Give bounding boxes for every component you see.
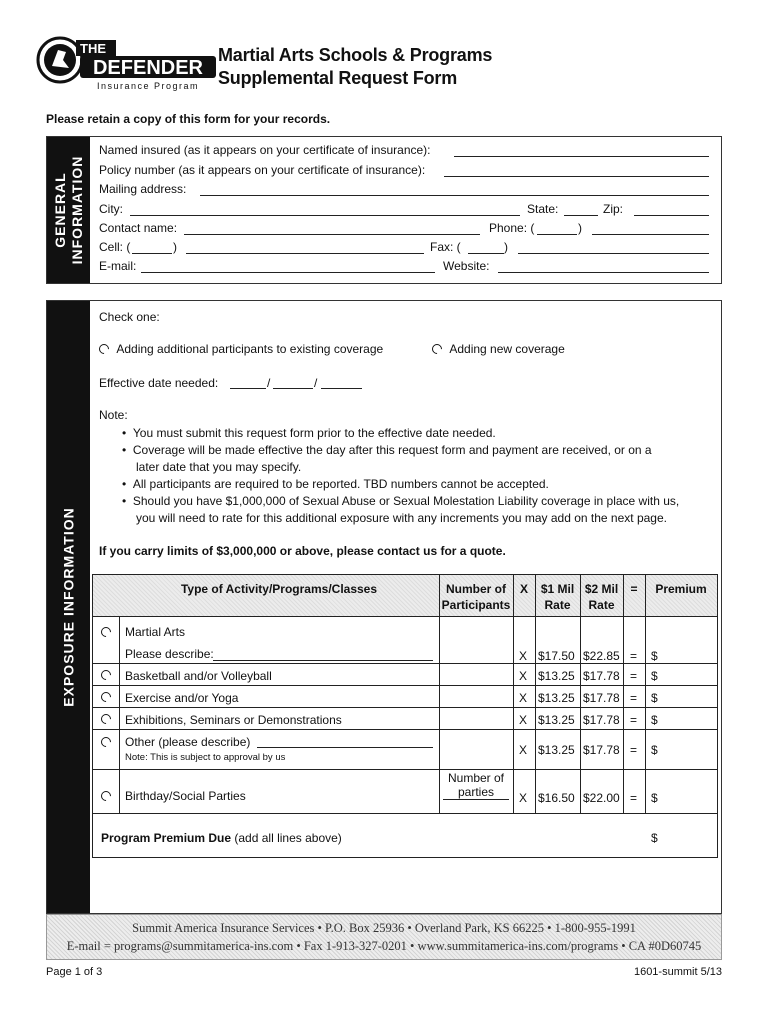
row-exhibitions-x: X (519, 713, 528, 727)
policy-number-field[interactable] (444, 176, 709, 177)
effective-date-label: Effective date needed: (99, 376, 219, 390)
cell-number-field[interactable] (186, 253, 424, 254)
option-new-coverage[interactable]: Adding new coverage (432, 342, 565, 356)
effective-day-field[interactable] (273, 388, 313, 389)
logo-top-text: THE (80, 41, 106, 56)
title-line-2: Supplemental Request Form (218, 68, 458, 88)
named-insured-field[interactable] (454, 156, 709, 157)
header-1mil-rate: $1 Mil Rate (540, 582, 575, 612)
row-martial-arts-rate1: $17.50 (538, 649, 575, 663)
row-exercise-premium[interactable]: $ (651, 691, 658, 705)
note-item-4-cont: you will need to rate for this additional exposure with any increments you may add on the next page. (136, 511, 667, 525)
row-birthday-x: X (519, 791, 528, 805)
header-premium: Premium (655, 582, 707, 596)
note-item-2: • Coverage will be made effective the day after this request form and payment are received, or on a (122, 443, 652, 457)
fax-label: Fax: ( (430, 240, 461, 254)
header-participants: Number of Participants (441, 582, 511, 612)
row-basketball-rate1: $13.25 (538, 669, 575, 683)
option-existing-coverage[interactable]: Adding additional participants to existing coverage (99, 342, 383, 356)
effective-year-field[interactable] (321, 388, 362, 389)
row-martial-arts-premium[interactable]: $ (651, 649, 658, 663)
contact-name-label: Contact name: (99, 221, 178, 235)
total-premium-field[interactable]: $ (651, 831, 658, 845)
cell-close: ) (173, 240, 177, 254)
defender-logo (36, 36, 216, 92)
note-item-1: • You must submit this request form prior to the effective date needed. (122, 426, 496, 440)
footer-contact: E-mail = programs@summitamerica-ins.com • Fax 1-913-327-0201 • www.summitamerica-ins.com/programs • CA #0D60745 (66, 939, 702, 953)
row-other-rate2: $17.78 (583, 743, 620, 757)
city-label: City: (99, 202, 123, 216)
radio-exhibitions-icon[interactable] (99, 712, 113, 726)
phone-label: Phone: ( (489, 221, 535, 235)
zip-label: Zip: (603, 202, 624, 216)
row-birthday-name: Birthday/Social Parties (125, 789, 246, 803)
row-basketball-eq: = (630, 669, 638, 683)
header-2mil-rate: $2 Mil Rate (584, 582, 619, 612)
mailing-address-label: Mailing address: (99, 182, 187, 196)
row-birthday-premium[interactable]: $ (651, 791, 658, 805)
logo-sub-text: Insurance Program (96, 81, 200, 91)
row-exercise-rate1: $13.25 (538, 691, 575, 705)
row-other-eq: = (630, 743, 638, 757)
phone-number-field[interactable] (592, 234, 709, 235)
radio-new-icon[interactable] (430, 342, 444, 356)
fax-close: ) (504, 240, 508, 254)
phone-area-field[interactable] (537, 234, 577, 235)
general-side-bar (47, 137, 90, 283)
row-basketball-x: X (519, 669, 528, 683)
date-slash-2: / (314, 376, 318, 390)
radio-exercise-icon[interactable] (99, 690, 113, 704)
named-insured-label: Named insured (as it appears on your certificate of insurance): (99, 143, 431, 157)
note-item-2-cont: later date that you may specify. (136, 460, 302, 474)
state-field[interactable] (564, 215, 598, 216)
row-other-note: Note: This is subject to approval by us (125, 752, 286, 763)
exposure-side-label: EXPOSURE INFORMATION (60, 507, 76, 707)
radio-other-icon[interactable] (99, 735, 113, 749)
zip-field[interactable] (634, 215, 709, 216)
policy-number-label: Policy number (as it appears on your certificate of insurance): (99, 163, 426, 177)
check-one-label: Check one: (99, 310, 160, 324)
row-basketball-name: Basketball and/or Volleyball (125, 669, 272, 683)
row-birthday-rate1: $16.50 (538, 791, 575, 805)
footer-contact-band (46, 914, 722, 960)
row-exercise-name: Exercise and/or Yoga (125, 691, 239, 705)
row-exercise-x: X (519, 691, 528, 705)
row-other-premium[interactable]: $ (651, 743, 658, 757)
note-label: Note: (99, 408, 128, 422)
row-martial-arts-name: Martial Arts (125, 625, 186, 639)
row-martial-arts-rate2: $22.85 (583, 649, 620, 663)
website-label: Website: (443, 259, 490, 273)
row-martial-arts-x: X (519, 649, 528, 663)
row-birthday-parties-label: Number of parties (447, 771, 505, 799)
radio-existing-icon[interactable] (97, 342, 111, 356)
activity-table (92, 574, 718, 858)
program-premium-due: Program Premium Due (add all lines above) (101, 831, 342, 845)
radio-birthday-icon[interactable] (99, 789, 113, 803)
note-item-4: • Should you have $1,000,000 of Sexual Abuse or Sexual Molestation Liability coverage in place with us, (122, 494, 680, 508)
radio-martial-arts-icon[interactable] (99, 625, 113, 639)
header-x: X (519, 582, 528, 596)
limits-note: If you carry limits of $3,000,000 or above, please contact us for a quote. (99, 544, 506, 558)
retain-note: Please retain a copy of this form for your records. (46, 112, 331, 126)
other-describe-field[interactable] (257, 747, 433, 748)
row-other-name: Other (please describe) (125, 735, 251, 749)
page-number: Page 1 of 3 (46, 966, 103, 978)
email-field[interactable] (141, 272, 435, 273)
page-title (218, 44, 492, 90)
mailing-address-field[interactable] (200, 195, 709, 196)
cell-area-field[interactable] (132, 253, 172, 254)
title-line-1: Martial Arts Schools & Programs (218, 45, 493, 65)
row-other-rate1: $13.25 (538, 743, 575, 757)
form-code: 1601-summit 5/13 (633, 966, 722, 978)
logo-main-text: DEFENDER (92, 57, 204, 79)
contact-name-field[interactable] (184, 234, 480, 235)
row-birthday-rate2: $22.00 (583, 791, 620, 805)
row-martial-arts-eq: = (630, 649, 638, 663)
row-other-x: X (519, 743, 528, 757)
email-label: E-mail: (99, 259, 137, 273)
header-activity: Type of Activity/Programs/Classes (180, 582, 378, 596)
row-exercise-eq: = (630, 691, 638, 705)
website-field[interactable] (498, 272, 709, 273)
row-birthday-eq: = (630, 791, 638, 805)
row-exercise-rate2: $17.78 (583, 691, 620, 705)
header-equals: = (630, 582, 638, 596)
radio-basketball-icon[interactable] (99, 668, 113, 682)
row-exhibitions-premium[interactable]: $ (651, 713, 658, 727)
birthday-parties-field[interactable] (443, 799, 509, 800)
row-exhibitions-eq: = (630, 713, 638, 727)
fax-number-field[interactable] (518, 253, 709, 254)
city-field[interactable] (130, 215, 520, 216)
phone-close: ) (578, 221, 582, 235)
exposure-side-bar (47, 301, 90, 913)
state-label: State: (527, 202, 559, 216)
martial-arts-describe-field[interactable] (213, 660, 433, 661)
general-side-label: GENERAL INFORMATION (51, 155, 85, 265)
fax-area-field[interactable] (468, 253, 504, 254)
cell-label: Cell: ( (99, 240, 131, 254)
row-exhibitions-rate1: $13.25 (538, 713, 575, 727)
row-basketball-rate2: $17.78 (583, 669, 620, 683)
row-basketball-premium[interactable]: $ (651, 669, 658, 683)
date-slash-1: / (267, 376, 271, 390)
row-martial-arts-sub: Please describe: (125, 647, 214, 661)
note-item-3: • All participants are required to be reported. TBD numbers cannot be accepted. (122, 477, 549, 491)
effective-month-field[interactable] (230, 388, 266, 389)
footer-address: Summit America Insurance Services • P.O. Box 25936 • Overland Park, KS 66225 • 1-800-955-1991 (132, 921, 636, 935)
row-exhibitions-rate2: $17.78 (583, 713, 620, 727)
row-exhibitions-name: Exhibitions, Seminars or Demonstrations (125, 713, 342, 727)
